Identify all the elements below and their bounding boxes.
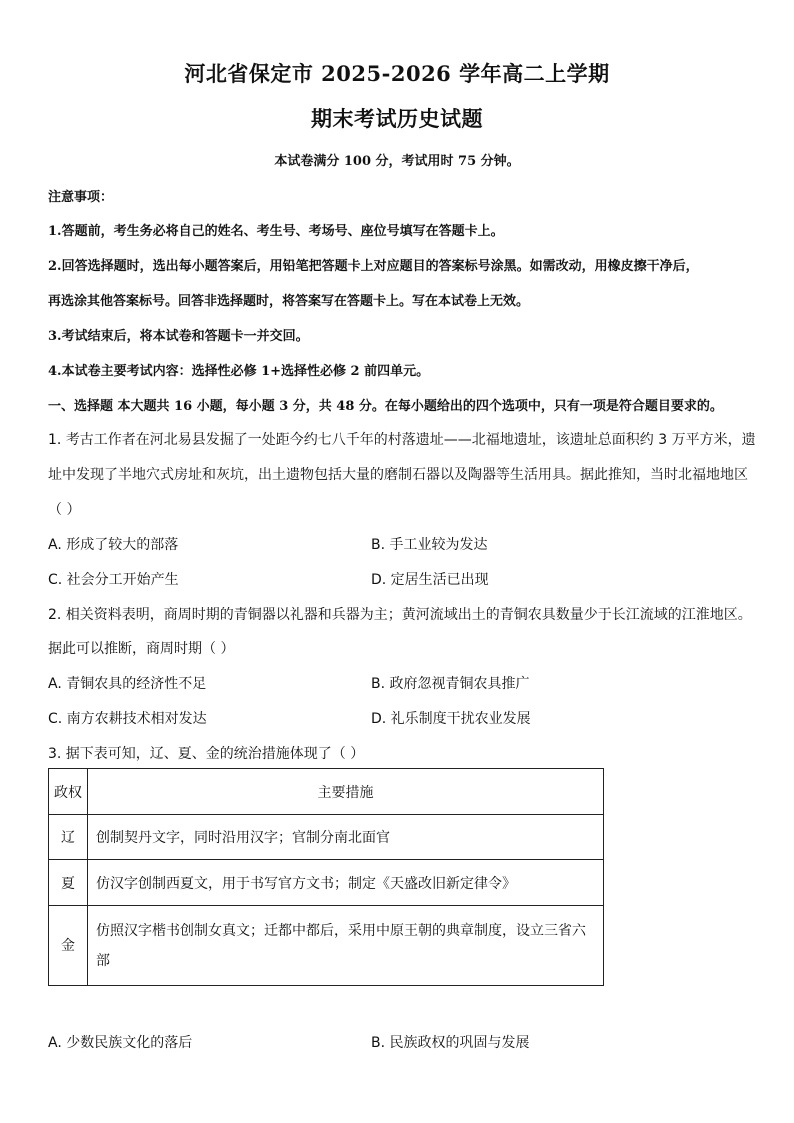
- q1-option-b: B. 手工业较为发达: [371, 537, 488, 553]
- q1-stem-line2: 址中发现了半地穴式房址和灰坑，出土遗物包括大量的磨制石器以及陶器等生活用具。据此推知，当时北福地地区: [48, 467, 748, 483]
- table-header-measures: 主要措施: [88, 769, 604, 815]
- q3-option-a: A. 少数民族文化的落后: [48, 1035, 193, 1051]
- note-2b: 再选涂其他答案标号。回答非选择题时，将答案写在答题卡上。写在本试卷上无效。: [48, 294, 530, 309]
- section-heading: 一、选择题 本大题共 16 小题，每小题 3 分，共 48 分。在每小题给出的四个选项中，只有一项是符合题目要求的。: [48, 399, 723, 414]
- exam-title-line1: 河北省保定市 2025-2026 学年高二上学期: [184, 61, 610, 86]
- note-3: 3.考试结束后，将本试卷和答题卡一并交回。: [48, 329, 309, 344]
- table-row: [49, 906, 604, 986]
- q2-stem-line1: 2. 相关资料表明，商周时期的青铜器以礼器和兵器为主；黄河流域出土的青铜农具数量少于长江流域的江淮地区。: [48, 607, 752, 623]
- notes-heading: 注意事项：: [48, 190, 114, 205]
- q3-stem: 3. 据下表可知，辽、夏、金的统治措施体现了（ ）: [48, 746, 365, 762]
- table-cell-measure: 创制契丹文字，同时沿用汉字；官制分南北面官: [88, 815, 604, 860]
- exam-subtitle: 本试卷满分 100 分，考试用时 75 分钟。: [274, 154, 520, 169]
- table-header-regime: 政权: [49, 769, 88, 815]
- table-cell-regime: 夏: [49, 860, 88, 906]
- q2-option-b: B. 政府忽视青铜农具推广: [371, 676, 530, 692]
- q1-answer-blank: （ ）: [48, 502, 81, 518]
- note-1: 1.答题前，考生务必将自己的姓名、考生号、考场号、座位号填写在答题卡上。: [48, 224, 504, 239]
- q3-option-b: B. 民族政权的巩固与发展: [371, 1035, 530, 1051]
- note-2a: 2.回答选择题时，选出每小题答案后，用铅笔把答题卡上对应题目的答案标号涂黑。如需改动，用橡皮擦干净后，: [48, 259, 699, 274]
- table-cell-regime: 金: [49, 906, 88, 986]
- q2-stem-line2: 据此可以推断，商周时期（ ）: [48, 641, 235, 657]
- table-cell-measure: 仿汉字创制西夏文，用于书写官方文书；制定《天盛改旧新定律令》: [88, 860, 604, 906]
- q2-option-a: A. 青铜农具的经济性不足: [48, 676, 207, 692]
- q1-option-a: A. 形成了较大的部落: [48, 537, 179, 553]
- table-cell-regime: 辽: [49, 815, 88, 860]
- table-cell-measure: 仿照汉字楷书创制女真文；迁都中都后，采用中原王朝的典章制度，设立三省六部: [88, 906, 604, 986]
- q1-option-c: C. 社会分工开始产生: [48, 572, 179, 588]
- q2-option-c: C. 南方农耕技术相对发达: [48, 711, 207, 727]
- exam-title-line2: 期末考试历史试题: [311, 106, 483, 131]
- table-header-row: [49, 769, 604, 815]
- q1-stem-line1: 1. 考古工作者在河北易县发掘了一处距今约七八千年的村落遗址——北福地遗址，该遗址总面积约 3 万平方米，遗: [48, 432, 756, 448]
- q1-option-d: D. 定居生活已出现: [371, 572, 489, 588]
- table-row: [49, 815, 604, 860]
- table-row: [49, 860, 604, 906]
- q2-option-d: D. 礼乐制度干扰农业发展: [371, 711, 531, 727]
- note-4: 4.本试卷主要考试内容：选择性必修 1+选择性必修 2 前四单元。: [48, 364, 430, 379]
- q3-table: [48, 768, 604, 986]
